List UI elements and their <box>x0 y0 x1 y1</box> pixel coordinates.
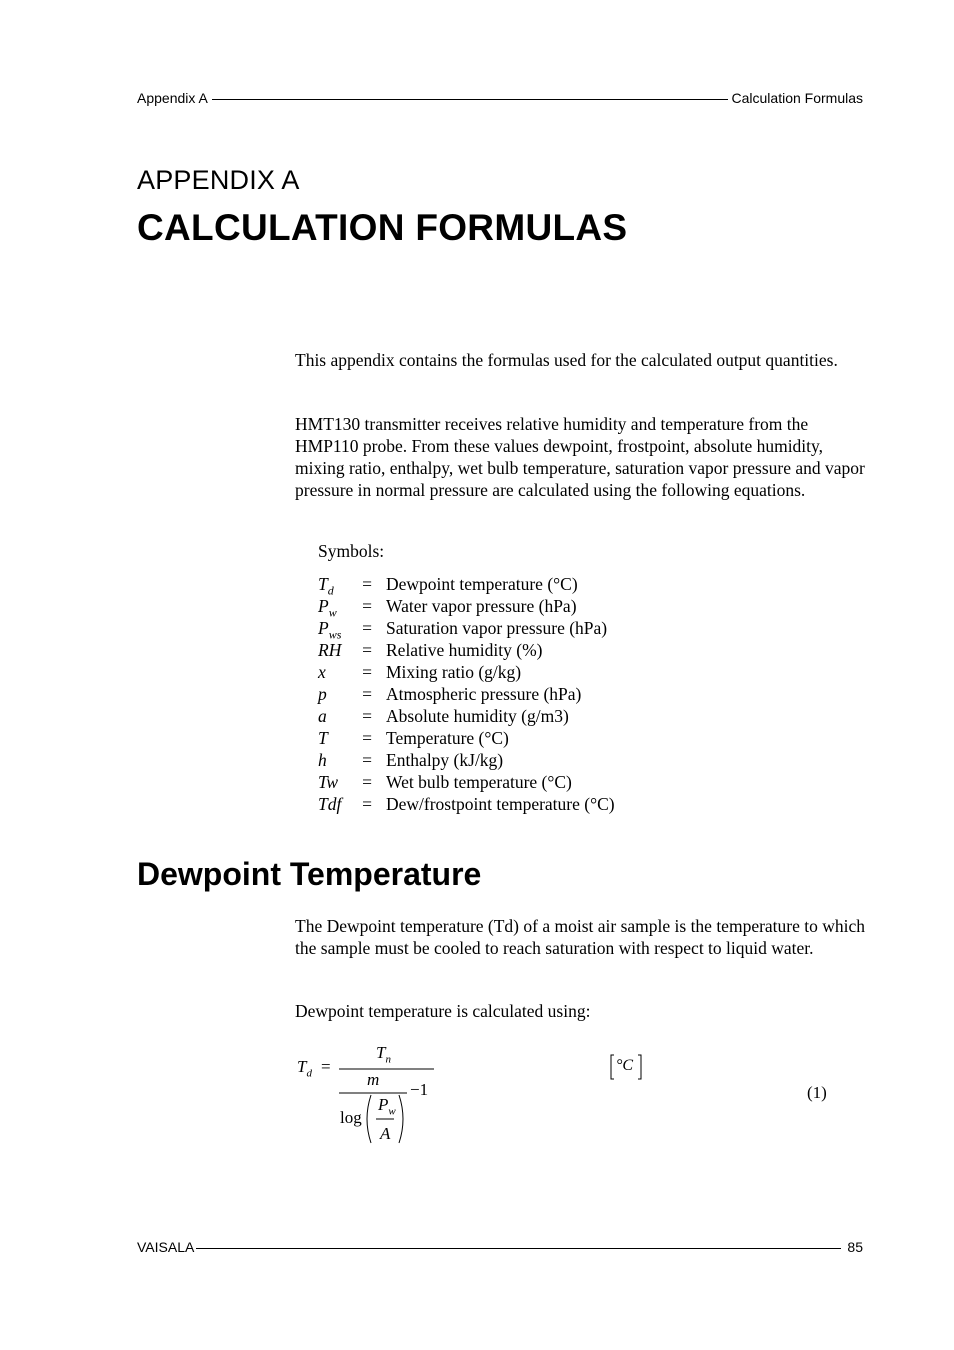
symbol-desc: Absolute humidity (g/m3) <box>386 706 569 726</box>
symbol: $P_{ws}$ <box>318 618 342 642</box>
dewpoint-formula <box>295 1040 855 1150</box>
symbol: p <box>318 684 327 704</box>
footer-rule <box>196 1248 841 1249</box>
symbol-desc: Dewpoint temperature (°C) <box>386 574 578 594</box>
symbols-list <box>318 573 615 815</box>
symbol: x <box>318 662 326 682</box>
symbol: T <box>318 728 328 748</box>
section-paragraph-2 <box>295 1000 865 1022</box>
symbol: $T_d$ <box>318 574 334 598</box>
symbol-desc: Temperature (°C) <box>386 728 509 748</box>
appendix-label: APPENDIX A <box>137 165 300 195</box>
symbol-desc: Saturation vapor pressure (hPa) <box>386 618 608 638</box>
formula-log: log <box>340 1108 362 1127</box>
formula-numerator: $T_n$ <box>376 1043 391 1066</box>
symbols-heading: Symbols: <box>318 541 385 561</box>
symbol-desc: Wet bulb temperature (°C) <box>386 772 572 792</box>
footer-left: VAISALA <box>137 1239 195 1255</box>
symbol: $P_w$ <box>318 596 337 620</box>
section-heading: Dewpoint Temperature <box>137 856 482 892</box>
header-left: Appendix A <box>137 90 208 106</box>
formula-equals: = <box>321 1057 331 1076</box>
equation-number: (1) <box>807 1083 827 1102</box>
running-footer <box>137 1239 863 1255</box>
header-right: Calculation Formulas <box>731 90 863 106</box>
symbol-desc: Enthalpy (kJ/kg) <box>386 750 504 770</box>
symbol-row: $T_d$ = Dewpoint temperature (°C) <box>318 574 578 598</box>
symbol-row: $P_{ws}$ = Saturation vapor pressure (hPa) <box>318 618 608 642</box>
symbol-desc: Relative humidity (%) <box>386 640 543 660</box>
formula-a: A <box>380 1124 391 1143</box>
symbol: Tdf <box>318 794 342 814</box>
intro-paragraph-1 <box>295 349 865 371</box>
symbol-desc: Mixing ratio (g/kg) <box>386 662 522 682</box>
symbol-desc: Dew/frostpoint temperature (°C) <box>386 794 615 814</box>
header-rule <box>212 99 728 100</box>
formula-lhs: $T_d$ <box>297 1057 312 1080</box>
page-title: CALCULATION FORMULAS <box>137 207 628 248</box>
symbol-row: x = Mixing ratio (g/kg) <box>318 662 522 682</box>
symbol-row: Tdf = Dew/frostpoint temperature (°C) <box>318 794 615 814</box>
section-text-2: Dewpoint temperature is calculated using: <box>295 1001 591 1021</box>
formula-minus-one: −1 <box>410 1080 429 1099</box>
symbol-desc: Atmospheric pressure (hPa) <box>386 684 582 704</box>
symbol: a <box>318 706 327 726</box>
symbol-desc: Water vapor pressure (hPa) <box>386 596 577 616</box>
main-fraction-bar <box>339 1068 435 1071</box>
symbol: h <box>318 750 327 770</box>
section-text-1: The Dewpoint temperature (Td) of a moist air sample is the temperature to which the sample must be cooled to reach saturation with respect to liquid water. <box>295 916 866 958</box>
formula-pw: $P_w$ <box>378 1095 396 1118</box>
symbol-row: h = Enthalpy (kJ/kg) <box>318 750 504 770</box>
symbol-row: $P_w$ = Water vapor pressure (hPa) <box>318 596 577 620</box>
intro-paragraph-2 <box>295 413 865 501</box>
page-number: 85 <box>847 1239 863 1255</box>
formula-unit: °C <box>616 1057 634 1074</box>
intro-text-1: This appendix contains the formulas used for the calculated output quantities. <box>295 350 838 370</box>
symbol: Tw <box>318 772 339 792</box>
symbol-row: RH = Relative humidity (%) <box>318 640 543 660</box>
symbol-row: a = Absolute humidity (g/m3) <box>318 706 569 726</box>
symbol-row: T = Temperature (°C) <box>318 728 509 748</box>
symbol: RH <box>318 640 342 660</box>
section-paragraph-1 <box>295 915 865 959</box>
formula-inner-numerator: m <box>367 1070 380 1089</box>
symbol-row: p = Atmospheric pressure (hPa) <box>318 684 582 704</box>
running-header <box>137 90 863 106</box>
intro-text-2: HMT130 transmitter receives relative humidity and temperature from the HMP110 probe. From these values dewpoint, frostpoint, absolute humidity, mixing ratio, enthalpy, wet bulb temperature, saturation vapor pressure and vapor pressure in normal pressure are calculated using the following equations. <box>295 414 865 500</box>
symbol-row: Tw = Wet bulb temperature (°C) <box>318 772 572 792</box>
